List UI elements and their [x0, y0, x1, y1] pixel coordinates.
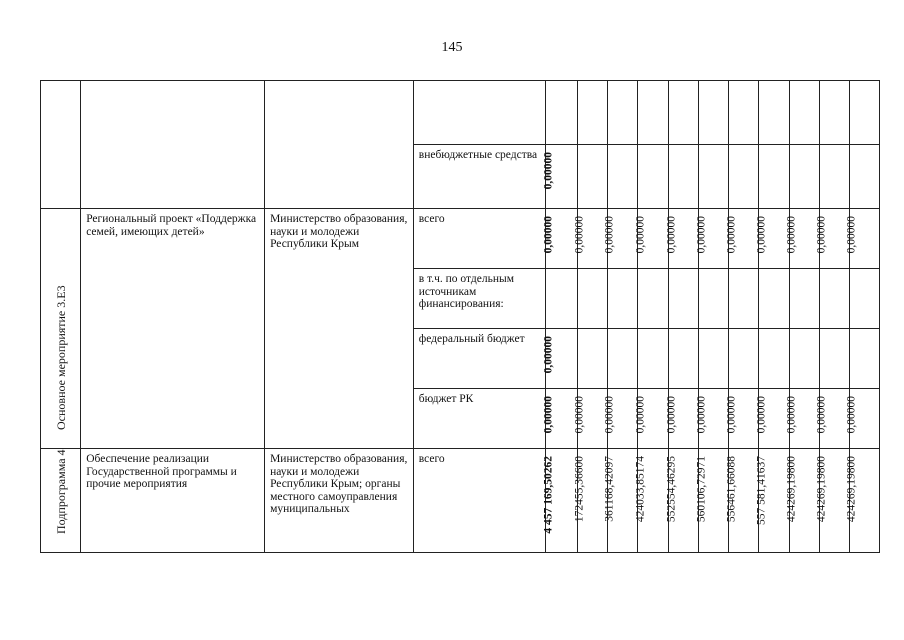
value-cell: 424269,19800 — [845, 456, 858, 523]
value-cell: 0,00000 — [603, 396, 616, 434]
source-cell: федеральный бюджет — [413, 329, 546, 389]
value-cell: 0,00000 — [634, 396, 647, 434]
value-cell: 0,00000 — [694, 396, 707, 434]
value-cell: 0,00000 — [634, 216, 647, 254]
value-cell: 556461,66088 — [725, 456, 738, 523]
name-cell: Региональный проект «Поддержка семей, имеющих детей» — [81, 209, 265, 449]
value-cell: 0,00000 — [725, 216, 738, 254]
value-cell: 0,00000 — [845, 396, 858, 434]
value-cell: 0,00000 — [542, 396, 555, 434]
value-cell: 0,00000 — [603, 216, 616, 254]
value-cell: 0,00000 — [845, 216, 858, 254]
value-cell: 0,00000 — [573, 216, 586, 254]
value-cell: 0,00000 — [785, 396, 798, 434]
executor-cell: Министерство образования, науки и молодежи Республики Крым; органы местного самоуправления муниципальных — [265, 449, 414, 553]
table-row — [41, 209, 880, 269]
source-cell: бюджет РК — [413, 389, 546, 449]
value-cell: 0,00000 — [542, 336, 555, 374]
table-row — [41, 81, 880, 145]
value-cell: 361168,42097 — [603, 456, 616, 522]
activity-cell — [41, 449, 81, 553]
value-cell: 172455,36600 — [573, 456, 586, 523]
value-cell: 0,00000 — [664, 396, 677, 434]
value-cell: 0,00000 — [725, 396, 738, 434]
source-cell: всего — [413, 209, 546, 269]
value-cell: 0,00000 — [694, 216, 707, 254]
table-row — [41, 449, 880, 553]
value-cell: 557 581,41637 — [755, 456, 768, 525]
value-cell: 0,00000 — [785, 216, 798, 254]
value-cell: 0,00000 — [755, 216, 768, 254]
source-cell: внебюджетные средства — [413, 145, 546, 209]
value-cell: 0,00000 — [542, 152, 555, 190]
value-cell: 0,00000 — [815, 396, 828, 434]
value-cell: 0,00000 — [755, 396, 768, 434]
activity-label: Подпрограмма 4 — [53, 448, 68, 534]
value-cell: 424033,85174 — [634, 456, 647, 523]
activity-cell — [41, 81, 81, 209]
value-cell: 0,00000 — [573, 396, 586, 434]
value-cell: 424269,19800 — [785, 456, 798, 523]
page-number: 145 — [441, 40, 463, 55]
value-cell: 0,00000 — [542, 216, 555, 254]
value-cell: 560106,72971 — [694, 456, 707, 523]
activity-label: Основное мероприятие 3.Е3 — [53, 284, 68, 430]
source-cell: в т.ч. по отдельным источникам финансирования: — [413, 269, 546, 329]
value-cell: 424269,19800 — [815, 456, 828, 523]
value-cell: 0,00000 — [664, 216, 677, 254]
value-cell: 552554,46295 — [664, 456, 677, 523]
name-cell: Обеспечение реализации Государственной программы и прочие мероприятия — [81, 449, 265, 553]
budget-table — [40, 80, 880, 553]
value-cell: 0,00000 — [815, 216, 828, 254]
activity-cell — [41, 209, 81, 449]
source-cell: всего — [413, 449, 546, 553]
value-cell: 4 457 169,50262 — [542, 456, 555, 534]
executor-cell: Министерство образования, науки и молодежи Республики Крым — [265, 209, 414, 449]
name-cell — [81, 81, 265, 209]
executor-cell — [265, 81, 414, 209]
source-cell — [413, 81, 546, 145]
